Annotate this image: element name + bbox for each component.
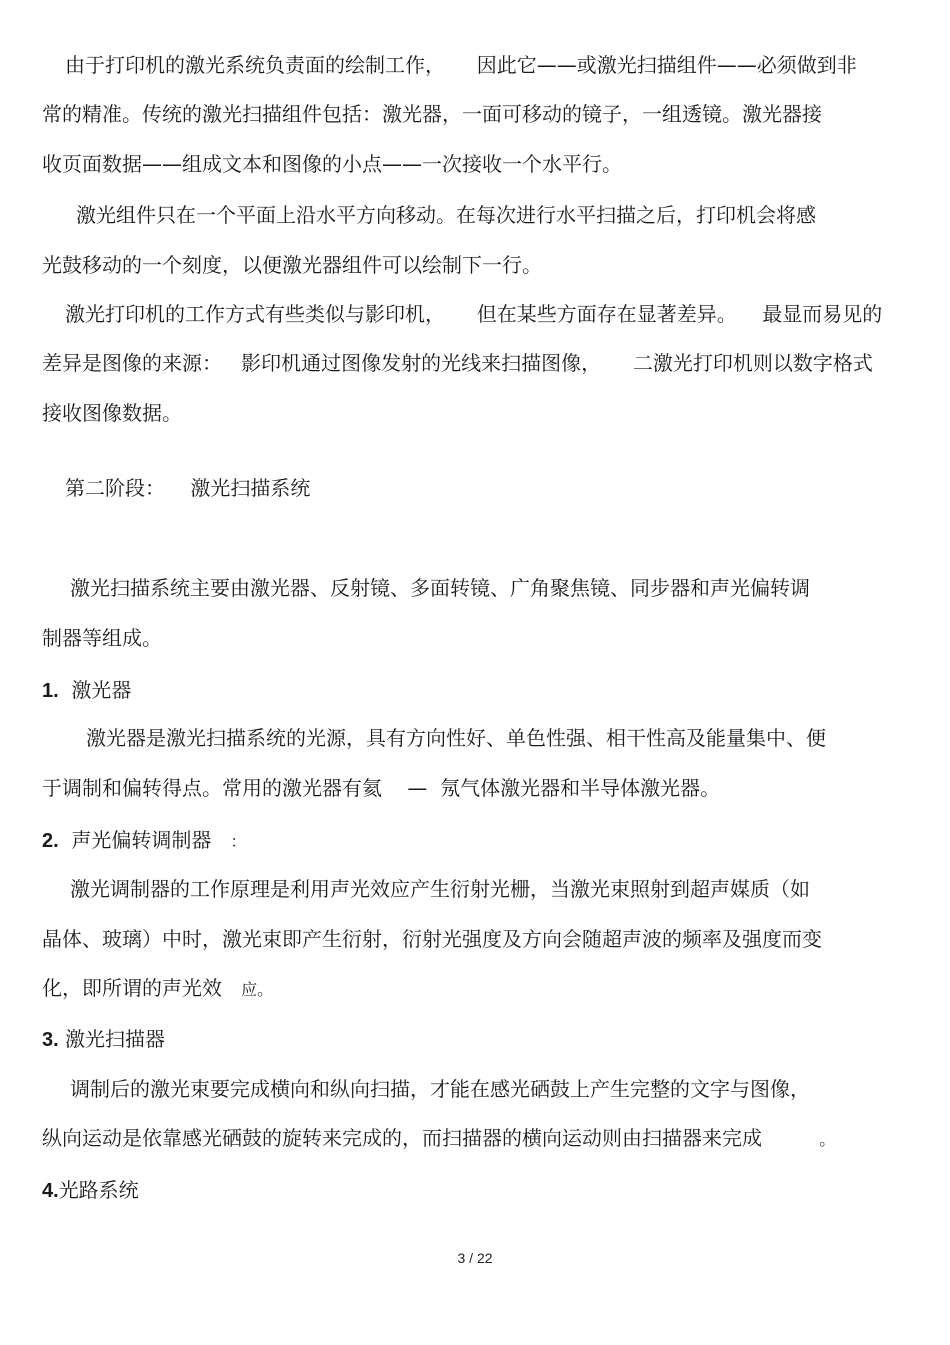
heading-laser-scanner [42, 1026, 165, 1053]
heading-colon: ： [230, 832, 247, 851]
section-title: 第二阶段： 激光扫描系统 [65, 476, 311, 500]
paragraph-line: 差异是图像的来源： 影印机通过图像发射的光线来扫描图像， 二激光打印机则以数字格式 [42, 351, 873, 375]
paragraph-line: 于调制和偏转得点。常用的激光器有氦 — 氖气体激光器和半导体激光器。 [42, 776, 721, 800]
paragraph-line: 晶体、玻璃）中时，激光束即产生衍射，衍射光强度及方向会随超声波的频率及强度而变 [42, 927, 822, 951]
paragraph-line: 调制后的激光束要完成横向和纵向扫描，才能在感光硒鼓上产生完整的文字与图像， [70, 1077, 810, 1101]
paragraph-line [42, 975, 273, 1003]
heading-number: 1. [42, 680, 59, 702]
heading-number: 4. [42, 1180, 59, 1202]
paragraph-line: 激光器是激光扫描系统的光源，具有方向性好、单色性强、相干性高及能量集中、便 [86, 726, 826, 750]
heading-title: 光路系统 [58, 1178, 139, 1202]
paragraph-line: 常的精准。传统的激光扫描组件包括：激光器，一面可移动的镜子，一组透镜。激光器接 [42, 102, 822, 126]
paragraph-line: 激光调制器的工作原理是利用声光效应产生衍射光栅，当激光束照射到超声媒质（如 [70, 877, 810, 901]
text-run: 。 [819, 1130, 836, 1149]
heading-title: 声光偏转调制器 [71, 828, 212, 852]
text-run: 纵向运动是依靠感光硒鼓的旋转来完成的，而扫描器的横向运动则由扫描器来完成 [42, 1126, 762, 1150]
heading-laser [42, 677, 131, 704]
paragraph-line: 光鼓移动的一个刻度，以便激光器组件可以绘制下一行。 [42, 253, 542, 277]
paragraph-line: 收页面数据——组成文本和图像的小点——一次接收一个水平行。 [42, 152, 622, 176]
heading-optical-path-system [42, 1177, 139, 1204]
paragraph-line: 激光扫描系统主要由激光器、反射镜、多面转镜、广角聚焦镜、同步器和声光偏转调 [70, 576, 810, 600]
page-number: 3 / 22 [457, 1250, 493, 1266]
heading-title: 激光器 [71, 678, 132, 702]
heading-number: 2. [42, 830, 59, 852]
text-run: 应。 [241, 980, 274, 999]
paragraph-line: 制器等组成。 [42, 626, 162, 650]
paragraph-line [42, 1125, 835, 1153]
paragraph-line: 激光打印机的工作方式有些类似与影印机， 但在某些方面存在显著差异。 最显而易见的 [65, 302, 883, 326]
heading-title: 激光扫描器 [65, 1027, 166, 1051]
paragraph-line: 激光组件只在一个平面上沿水平方向移动。在每次进行水平扫描之后，打印机会将感 [76, 203, 816, 227]
paragraph-line: 接收图像数据。 [42, 401, 182, 425]
paragraph-line: 由于打印机的激光系统负责面的绘制工作， 因此它——或激光扫描组件——必须做到非 [65, 53, 857, 77]
text-run: 化，即所谓的声光效 [42, 976, 222, 1000]
heading-number: 3. [42, 1029, 59, 1051]
heading-acousto-optic-modulator [42, 827, 247, 855]
